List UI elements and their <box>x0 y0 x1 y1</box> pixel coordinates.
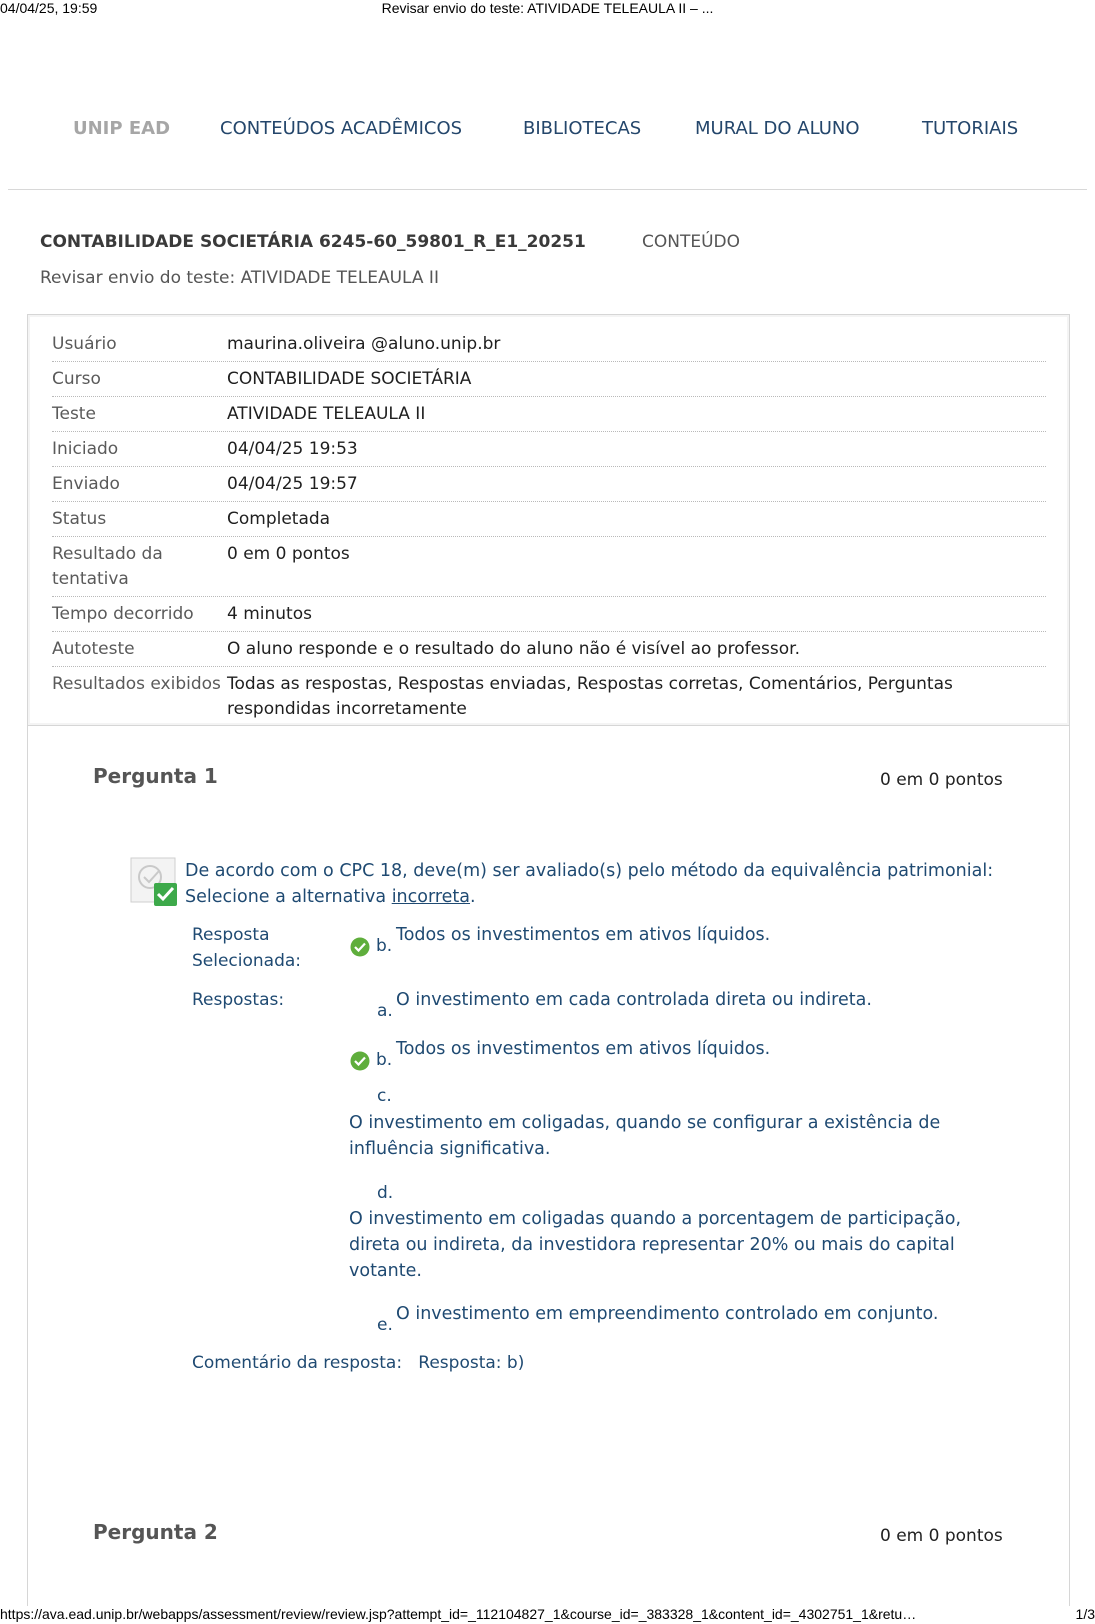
attempt-info-table <box>52 332 1046 731</box>
top-nav <box>0 112 1095 152</box>
info-label: Enviado <box>52 474 120 494</box>
breadcrumb: Revisar envio do teste: ATIVIDADE TELEAULA II <box>40 268 439 288</box>
option-b-letter: b. <box>376 1050 393 1070</box>
option-d-letter: d. <box>377 1183 394 1203</box>
nav-brand-unip-ead[interactable]: UNIP EAD <box>73 118 171 139</box>
nav-item-tutoriais[interactable]: TUTORIAIS <box>922 118 1019 139</box>
info-value: 04/04/25 19:53 <box>227 439 358 459</box>
print-header <box>0 0 1095 18</box>
info-value: Todas as respostas, Respostas enviadas, Respostas corretas, Comentários, Perguntas respondidas incorretamente <box>227 674 953 719</box>
print-datetime: 04/04/25, 19:59 <box>0 0 98 16</box>
option-d-text: O investimento em coligadas quando a porcentagem de participação, direta ou indireta, da investidora representar 20% ou mais do capital votante. <box>349 1209 962 1281</box>
info-label: Status <box>52 509 107 529</box>
info-value: 4 minutos <box>227 604 312 624</box>
info-label: Tempo decorrido <box>52 604 194 624</box>
answer-comment-text: Resposta: b) <box>418 1353 525 1373</box>
info-row-status <box>52 507 1046 537</box>
course-title[interactable]: CONTABILIDADE SOCIETÁRIA 6245-60_59801_R_E1_20251 <box>40 232 586 252</box>
nav-divider <box>8 189 1087 190</box>
print-footer <box>0 1606 1095 1624</box>
nav-item-conteudos-academicos[interactable]: CONTEÚDOS ACADÊMICOS <box>220 118 463 139</box>
selected-option-text: Todos os investimentos em ativos líquidos. <box>396 925 771 945</box>
info-row-iniciado <box>52 437 1046 467</box>
info-row-autoteste <box>52 637 1046 667</box>
answer-comment-label: Comentário da resposta: <box>192 1353 403 1373</box>
question-1-text: De acordo com o CPC 18, deve(m) ser avaliado(s) pelo método da equivalência patrimonial: Selecione a alternativa incorreta. <box>185 861 994 907</box>
print-url: https://ava.ead.unip.br/webapps/assessment/review/review.jsp?attempt_id=_112104827_1&course_id=_383328_1&content_id=_4302751_1&retu… <box>0 1606 917 1622</box>
info-label: Usuário <box>52 334 117 354</box>
print-page-number: 1/3 <box>1075 1606 1095 1622</box>
option-a-text: O investimento em cada controlada direta ou indireta. <box>396 990 872 1010</box>
question-1-underlined-word: incorreta <box>391 887 471 907</box>
question-2-title: Pergunta 2 <box>93 1520 218 1544</box>
info-row-resultado <box>52 542 1046 597</box>
info-label: Autoteste <box>52 639 135 659</box>
info-label: Teste <box>52 404 96 424</box>
nav-item-mural-do-aluno[interactable]: MURAL DO ALUNO <box>695 118 860 139</box>
info-row-curso <box>52 367 1046 397</box>
info-value: maurina.oliveira @aluno.unip.br <box>227 334 501 354</box>
info-row-usuario <box>52 332 1046 362</box>
answer-comment <box>192 1350 524 1376</box>
info-value: 0 em 0 pontos <box>227 544 350 564</box>
question-1-points: 0 em 0 pontos <box>880 770 1003 790</box>
info-value: Completada <box>227 509 331 529</box>
check-circle-icon <box>350 937 370 957</box>
option-c-letter: c. <box>377 1086 392 1106</box>
option-a-letter: a. <box>377 1001 393 1021</box>
question-2-points: 0 em 0 pontos <box>880 1526 1003 1546</box>
info-label: Resultados exibidos <box>52 674 221 694</box>
option-b-text: Todos os investimentos em ativos líquidos. <box>396 1039 771 1059</box>
info-value: 04/04/25 19:57 <box>227 474 358 494</box>
info-value: O aluno responde e o resultado do aluno não é visível ao professor. <box>227 639 800 659</box>
selected-answer-label: Resposta Selecionada: <box>192 925 302 971</box>
nav-item-bibliotecas[interactable]: BIBLIOTECAS <box>523 118 642 139</box>
correct-answer-icon <box>130 857 180 907</box>
option-e-text: O investimento em empreendimento controlado em conjunto. <box>396 1304 939 1324</box>
info-value: CONTABILIDADE SOCIETÁRIA <box>227 369 472 389</box>
question-1-title: Pergunta 1 <box>93 764 218 788</box>
info-label: Curso <box>52 369 101 389</box>
answers-label: Respostas: <box>192 990 285 1010</box>
info-label: Iniciado <box>52 439 119 459</box>
course-content-link[interactable]: CONTEÚDO <box>642 232 741 252</box>
info-row-resultados-exibidos <box>52 672 1046 726</box>
option-c-text: O investimento em coligadas, quando se configurar a existência de influência significativa. <box>349 1113 941 1159</box>
check-circle-icon <box>350 1051 370 1071</box>
info-label: Resultado da tentativa <box>52 544 163 589</box>
info-row-teste <box>52 402 1046 432</box>
option-e-letter: e. <box>377 1315 393 1335</box>
info-row-tempo <box>52 602 1046 632</box>
info-value: ATIVIDADE TELEAULA II <box>227 404 426 424</box>
info-row-enviado <box>52 472 1046 502</box>
print-page-title: Revisar envio do teste: ATIVIDADE TELEAULA II – ... <box>381 0 714 16</box>
selected-option-letter: b. <box>376 936 393 956</box>
